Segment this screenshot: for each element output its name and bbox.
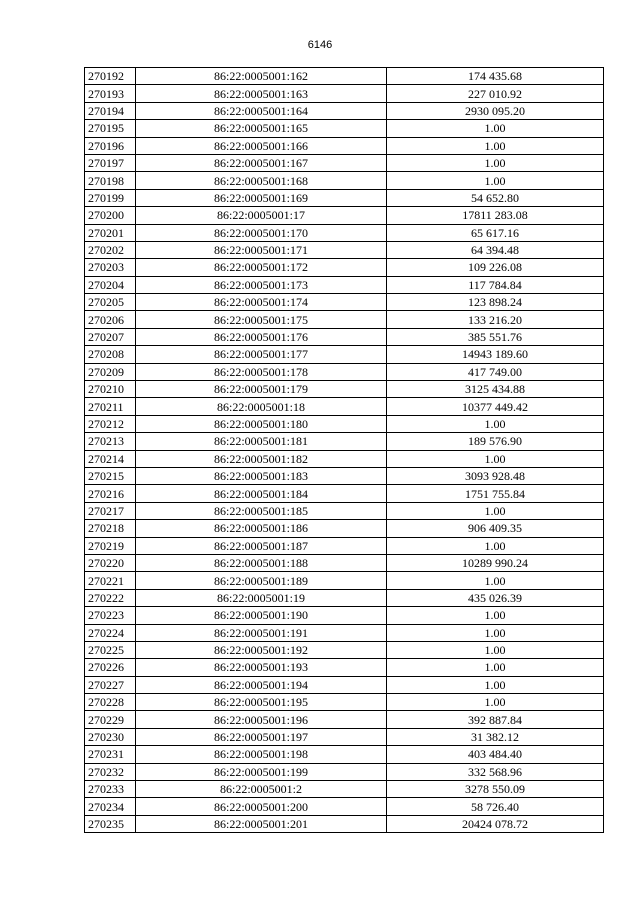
cadastral-number-cell: 86:22:0005001:178 [136, 363, 387, 380]
row-number-cell: 270202 [85, 241, 136, 258]
value-cell: 435 026.39 [387, 589, 604, 606]
table-row [85, 137, 604, 154]
table-row [85, 485, 604, 502]
table-row [85, 589, 604, 606]
registry-table-body [85, 68, 604, 833]
value-cell: 3278 550.09 [387, 781, 604, 798]
row-number-cell: 270210 [85, 381, 136, 398]
row-number-cell: 270217 [85, 502, 136, 519]
value-cell: 65 617.16 [387, 224, 604, 241]
cadastral-number-cell: 86:22:0005001:2 [136, 781, 387, 798]
row-number-cell: 270208 [85, 346, 136, 363]
row-number-cell: 270219 [85, 537, 136, 554]
table-row [85, 328, 604, 345]
value-cell: 1.00 [387, 415, 604, 432]
table-row [85, 798, 604, 815]
value-cell: 133 216.20 [387, 311, 604, 328]
cadastral-number-cell: 86:22:0005001:176 [136, 328, 387, 345]
row-number-cell: 270194 [85, 102, 136, 119]
cadastral-number-cell: 86:22:0005001:162 [136, 68, 387, 85]
cadastral-number-cell: 86:22:0005001:171 [136, 241, 387, 258]
table-row [85, 363, 604, 380]
table-row [85, 537, 604, 554]
value-cell: 403 484.40 [387, 746, 604, 763]
cadastral-number-cell: 86:22:0005001:168 [136, 172, 387, 189]
table-row [85, 276, 604, 293]
row-number-cell: 270235 [85, 815, 136, 832]
row-number-cell: 270197 [85, 154, 136, 171]
cadastral-number-cell: 86:22:0005001:170 [136, 224, 387, 241]
value-cell: 1.00 [387, 676, 604, 693]
row-number-cell: 270220 [85, 554, 136, 571]
cadastral-number-cell: 86:22:0005001:183 [136, 467, 387, 484]
table-row [85, 189, 604, 206]
row-number-cell: 270196 [85, 137, 136, 154]
row-number-cell: 270195 [85, 120, 136, 137]
cadastral-number-cell: 86:22:0005001:165 [136, 120, 387, 137]
value-cell: 1751 755.84 [387, 485, 604, 502]
table-row [85, 450, 604, 467]
table-row [85, 607, 604, 624]
table-row [85, 502, 604, 519]
value-cell: 31 382.12 [387, 728, 604, 745]
cadastral-number-cell: 86:22:0005001:164 [136, 102, 387, 119]
row-number-cell: 270218 [85, 520, 136, 537]
table-row [85, 781, 604, 798]
value-cell: 1.00 [387, 641, 604, 658]
value-cell: 1.00 [387, 624, 604, 641]
table-row [85, 85, 604, 102]
cadastral-number-cell: 86:22:0005001:196 [136, 711, 387, 728]
row-number-cell: 270224 [85, 624, 136, 641]
table-row [85, 641, 604, 658]
value-cell: 1.00 [387, 450, 604, 467]
table-row [85, 694, 604, 711]
row-number-cell: 270230 [85, 728, 136, 745]
value-cell: 227 010.92 [387, 85, 604, 102]
value-cell: 117 784.84 [387, 276, 604, 293]
table-row [85, 728, 604, 745]
value-cell: 174 435.68 [387, 68, 604, 85]
value-cell: 3125 434.88 [387, 381, 604, 398]
table-row [85, 259, 604, 276]
table-row [85, 554, 604, 571]
table-row [85, 224, 604, 241]
cadastral-number-cell: 86:22:0005001:201 [136, 815, 387, 832]
value-cell: 1.00 [387, 572, 604, 589]
row-number-cell: 270223 [85, 607, 136, 624]
value-cell: 109 226.08 [387, 259, 604, 276]
row-number-cell: 270199 [85, 189, 136, 206]
value-cell: 1.00 [387, 694, 604, 711]
cadastral-number-cell: 86:22:0005001:177 [136, 346, 387, 363]
value-cell: 17811 283.08 [387, 207, 604, 224]
table-row [85, 415, 604, 432]
row-number-cell: 270211 [85, 398, 136, 415]
value-cell: 10289 990.24 [387, 554, 604, 571]
value-cell: 54 652.80 [387, 189, 604, 206]
cadastral-number-cell: 86:22:0005001:191 [136, 624, 387, 641]
row-number-cell: 270214 [85, 450, 136, 467]
table-row [85, 120, 604, 137]
table-row [85, 154, 604, 171]
cadastral-number-cell: 86:22:0005001:173 [136, 276, 387, 293]
table-row [85, 68, 604, 85]
cadastral-number-cell: 86:22:0005001:163 [136, 85, 387, 102]
cadastral-number-cell: 86:22:0005001:179 [136, 381, 387, 398]
cadastral-number-cell: 86:22:0005001:195 [136, 694, 387, 711]
cadastral-number-cell: 86:22:0005001:197 [136, 728, 387, 745]
value-cell: 385 551.76 [387, 328, 604, 345]
row-number-cell: 270225 [85, 641, 136, 658]
table-row [85, 241, 604, 258]
value-cell: 14943 189.60 [387, 346, 604, 363]
table-row [85, 381, 604, 398]
cadastral-number-cell: 86:22:0005001:175 [136, 311, 387, 328]
row-number-cell: 270200 [85, 207, 136, 224]
cadastral-number-cell: 86:22:0005001:188 [136, 554, 387, 571]
cadastral-number-cell: 86:22:0005001:180 [136, 415, 387, 432]
table-row [85, 346, 604, 363]
row-number-cell: 270215 [85, 467, 136, 484]
cadastral-number-cell: 86:22:0005001:190 [136, 607, 387, 624]
cadastral-number-cell: 86:22:0005001:185 [136, 502, 387, 519]
cadastral-number-cell: 86:22:0005001:169 [136, 189, 387, 206]
row-number-cell: 270193 [85, 85, 136, 102]
value-cell: 1.00 [387, 137, 604, 154]
row-number-cell: 270216 [85, 485, 136, 502]
table-row [85, 311, 604, 328]
cadastral-number-cell: 86:22:0005001:192 [136, 641, 387, 658]
row-number-cell: 270207 [85, 328, 136, 345]
row-number-cell: 270201 [85, 224, 136, 241]
value-cell: 906 409.35 [387, 520, 604, 537]
cadastral-number-cell: 86:22:0005001:184 [136, 485, 387, 502]
row-number-cell: 270232 [85, 763, 136, 780]
row-number-cell: 270222 [85, 589, 136, 606]
cadastral-number-cell: 86:22:0005001:186 [136, 520, 387, 537]
value-cell: 64 394.48 [387, 241, 604, 258]
value-cell: 58 726.40 [387, 798, 604, 815]
value-cell: 1.00 [387, 659, 604, 676]
row-number-cell: 270192 [85, 68, 136, 85]
value-cell: 3093 928.48 [387, 467, 604, 484]
value-cell: 1.00 [387, 537, 604, 554]
cadastral-number-cell: 86:22:0005001:19 [136, 589, 387, 606]
value-cell: 2930 095.20 [387, 102, 604, 119]
row-number-cell: 270209 [85, 363, 136, 380]
cadastral-number-cell: 86:22:0005001:172 [136, 259, 387, 276]
table-row [85, 207, 604, 224]
table-row [85, 102, 604, 119]
cadastral-number-cell: 86:22:0005001:193 [136, 659, 387, 676]
cadastral-number-cell: 86:22:0005001:189 [136, 572, 387, 589]
cadastral-number-cell: 86:22:0005001:17 [136, 207, 387, 224]
row-number-cell: 270213 [85, 433, 136, 450]
registry-table [84, 67, 604, 833]
table-row [85, 398, 604, 415]
value-cell: 10377 449.42 [387, 398, 604, 415]
cadastral-number-cell: 86:22:0005001:187 [136, 537, 387, 554]
value-cell: 1.00 [387, 172, 604, 189]
cadastral-number-cell: 86:22:0005001:166 [136, 137, 387, 154]
cadastral-number-cell: 86:22:0005001:198 [136, 746, 387, 763]
row-number-cell: 270203 [85, 259, 136, 276]
row-number-cell: 270234 [85, 798, 136, 815]
cadastral-number-cell: 86:22:0005001:167 [136, 154, 387, 171]
table-row [85, 572, 604, 589]
table-row [85, 172, 604, 189]
cadastral-number-cell: 86:22:0005001:200 [136, 798, 387, 815]
table-row [85, 294, 604, 311]
row-number-cell: 270221 [85, 572, 136, 589]
value-cell: 332 568.96 [387, 763, 604, 780]
row-number-cell: 270228 [85, 694, 136, 711]
row-number-cell: 270227 [85, 676, 136, 693]
table-row [85, 676, 604, 693]
row-number-cell: 270231 [85, 746, 136, 763]
value-cell: 1.00 [387, 154, 604, 171]
table-row [85, 624, 604, 641]
row-number-cell: 270229 [85, 711, 136, 728]
row-number-cell: 270212 [85, 415, 136, 432]
value-cell: 1.00 [387, 120, 604, 137]
table-row [85, 520, 604, 537]
value-cell: 189 576.90 [387, 433, 604, 450]
row-number-cell: 270204 [85, 276, 136, 293]
row-number-cell: 270198 [85, 172, 136, 189]
cadastral-number-cell: 86:22:0005001:199 [136, 763, 387, 780]
table-row [85, 815, 604, 832]
table-row [85, 467, 604, 484]
table-row [85, 711, 604, 728]
row-number-cell: 270226 [85, 659, 136, 676]
cadastral-number-cell: 86:22:0005001:174 [136, 294, 387, 311]
cadastral-number-cell: 86:22:0005001:194 [136, 676, 387, 693]
table-row [85, 659, 604, 676]
row-number-cell: 270206 [85, 311, 136, 328]
table-row [85, 433, 604, 450]
table-row [85, 746, 604, 763]
cadastral-number-cell: 86:22:0005001:18 [136, 398, 387, 415]
table-row [85, 763, 604, 780]
value-cell: 1.00 [387, 502, 604, 519]
value-cell: 392 887.84 [387, 711, 604, 728]
value-cell: 123 898.24 [387, 294, 604, 311]
value-cell: 20424 078.72 [387, 815, 604, 832]
cadastral-number-cell: 86:22:0005001:181 [136, 433, 387, 450]
value-cell: 1.00 [387, 607, 604, 624]
row-number-cell: 270205 [85, 294, 136, 311]
value-cell: 417 749.00 [387, 363, 604, 380]
row-number-cell: 270233 [85, 781, 136, 798]
cadastral-number-cell: 86:22:0005001:182 [136, 450, 387, 467]
page-number: 6146 [307, 39, 333, 51]
